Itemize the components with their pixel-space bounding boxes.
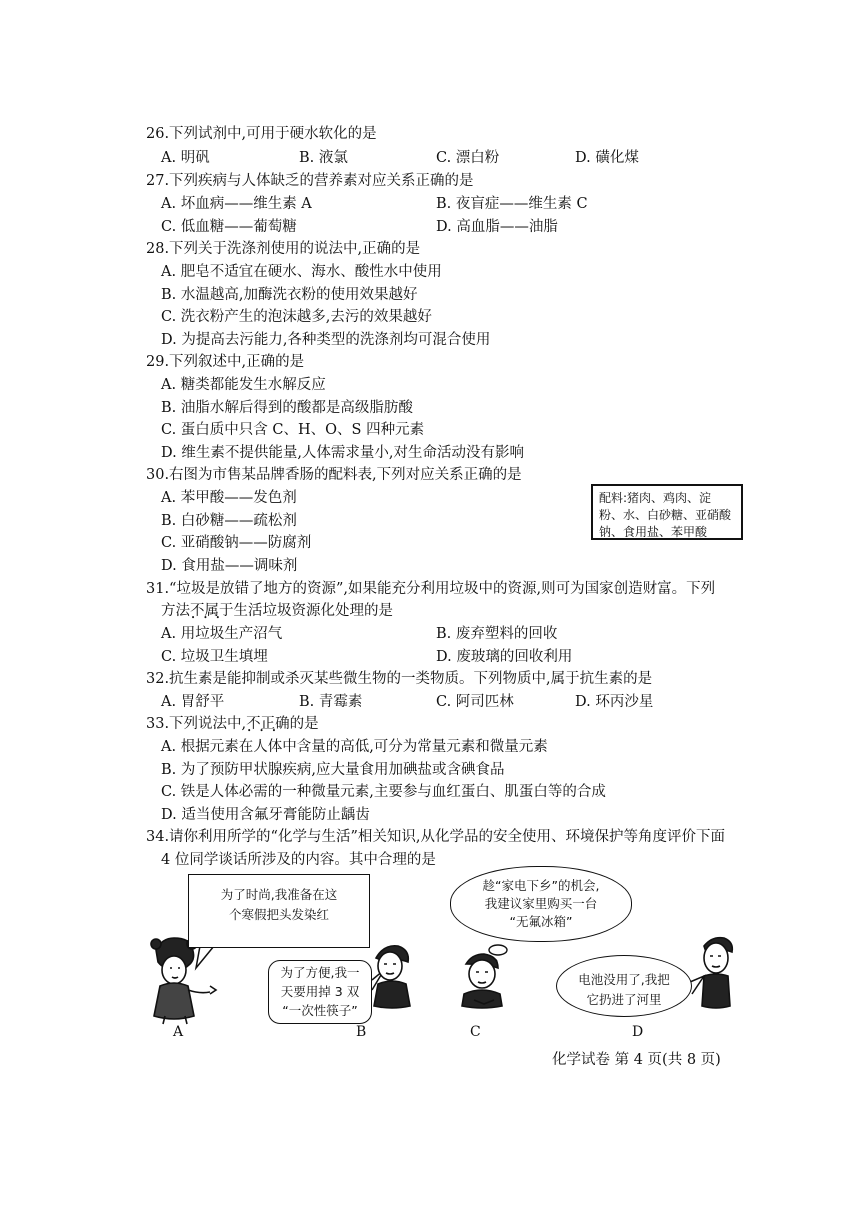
speech-bubble-a bbox=[188, 874, 370, 948]
page-footer: 化学试卷 第 4 页(共 8 页) bbox=[552, 1052, 721, 1068]
student-d-figure bbox=[702, 938, 732, 1008]
bubble-line: 我建议家里购买一台 bbox=[484, 896, 598, 911]
option-b: B. 白砂糖——疏松剂 bbox=[161, 513, 297, 529]
option-d: D. 适当使用含氟牙膏能防止龋齿 bbox=[161, 807, 370, 823]
bubble-line: 个寒假把头发染红 bbox=[228, 907, 329, 922]
bubble-line: 为了时尚,我准备在这 bbox=[220, 887, 338, 902]
question-stem-line-2: 4 位同学谈话所涉及的内容。其中合理的是 bbox=[161, 852, 436, 868]
option-c: C. 垃圾卫生填埋 bbox=[161, 649, 268, 665]
option-d: D. 为提高去污能力,各种类型的洗涤剂均可混合使用 bbox=[161, 332, 491, 348]
speech-tail-a bbox=[196, 946, 214, 968]
option-d: D. 食用盐——调味剂 bbox=[161, 558, 298, 574]
option-c: C. 铁是人体必需的一种微量元素,主要参与血红蛋白、肌蛋白等的合成 bbox=[161, 784, 606, 800]
option-a: A. 胃舒平 bbox=[161, 694, 225, 710]
option-d: D. 环丙沙星 bbox=[575, 694, 654, 710]
bubble-line: 它扔进了河里 bbox=[586, 992, 662, 1007]
option-b: B. 青霉素 bbox=[299, 694, 363, 710]
emphasized-text: 不正确 • • • bbox=[246, 712, 290, 733]
stem-text: 方法 bbox=[161, 603, 190, 619]
option-a: A. 肥皂不适宜在硬水、海水、酸性水中使用 bbox=[161, 264, 442, 280]
stem-text: 33.下列说法中, bbox=[146, 716, 247, 732]
stem-text: 生活垃圾资源化处理的是 bbox=[233, 603, 393, 619]
option-a: A. 糖类都能发生水解反应 bbox=[161, 377, 326, 393]
option-c: C. 漂白粉 bbox=[436, 150, 500, 166]
thought-bubble-c bbox=[450, 866, 632, 942]
option-d: D. 高血脂——油脂 bbox=[436, 219, 558, 235]
question-stem: 32.抗生素是能抑制或杀灭某些微生物的一类物质。下列物质中,属于抗生素的是 bbox=[146, 671, 653, 687]
bubble-line: 为了方便,我一 bbox=[280, 965, 360, 980]
option-a: A. 根据元素在人体中含量的高低,可分为常量元素和微量元素 bbox=[161, 739, 548, 755]
option-b: B. 废弃塑料的回收 bbox=[436, 626, 558, 642]
bubble-line: 趁“家电下乡”的机会, bbox=[482, 878, 600, 893]
question-stem: 29.下列叙述中,正确的是 bbox=[146, 354, 305, 370]
bubble-line: “无氟冰箱” bbox=[509, 914, 573, 929]
figure-label-c: C bbox=[470, 1024, 481, 1040]
option-d: D. 废玻璃的回收利用 bbox=[436, 649, 573, 665]
option-d: D. 维生素不提供能量,人体需求量小,对生命活动没有影响 bbox=[161, 445, 525, 461]
option-c: C. 低血糖——葡萄糖 bbox=[161, 219, 297, 235]
option-a: A. 用垃圾生产沼气 bbox=[161, 626, 283, 642]
bubble-line: 天要用掉 3 双 bbox=[280, 984, 360, 999]
bubble-line: “一次性筷子” bbox=[282, 1003, 358, 1018]
option-b: B. 水温越高,加酶洗衣粉的使用效果越好 bbox=[161, 287, 418, 303]
speech-bubble-d bbox=[556, 955, 692, 1017]
option-c: C. 蛋白质中只含 C、H、O、S 四种元素 bbox=[161, 422, 425, 438]
question-stem: 30.右图为市售某品牌香肠的配料表,下列对应关系正确的是 bbox=[146, 467, 522, 483]
question-stem-line-1: 34.请你利用所学的“化学与生活”相关知识,从化学品的安全使用、环境保护等角度评价下面 bbox=[146, 829, 725, 845]
option-c: C. 阿司匹林 bbox=[436, 694, 514, 710]
ingredient-list-box: 配料:猪肉、鸡肉、淀粉、水、白砂糖、亚硝酸钠、食用盐、苯甲酸 bbox=[591, 484, 743, 540]
stem-text: 的是 bbox=[289, 716, 319, 732]
option-a: A. 明矾 bbox=[161, 150, 210, 166]
question-stem-line-1: 31.“垃圾是放错了地方的资源”,如果能充分利用垃圾中的资源,则可为国家创造财富。下列 bbox=[146, 581, 716, 597]
question-stem: 28.下列关于洗涤剂使用的说法中,正确的是 bbox=[146, 241, 421, 257]
option-d: D. 磺化煤 bbox=[575, 150, 639, 166]
option-a: A. 苯甲酸——发色剂 bbox=[161, 490, 297, 506]
option-a: A. 坏血病——维生素 A bbox=[161, 196, 312, 212]
option-b: B. 油脂水解后得到的酸都是高级脂肪酸 bbox=[161, 400, 413, 416]
option-b: B. 为了预防甲状腺疾病,应大量食用加碘盐或含碘食品 bbox=[161, 762, 505, 778]
figure-label-b: B bbox=[356, 1024, 367, 1040]
speech-tail-d bbox=[690, 976, 704, 994]
option-c: C. 洗衣粉产生的泡沫越多,去污的效果越好 bbox=[161, 309, 432, 325]
figure-label-d: D bbox=[632, 1024, 644, 1040]
question-stem: 27.下列疾病与人体缺乏的营养素对应关系正确的是 bbox=[146, 173, 474, 189]
option-c: C. 亚硝酸钠——防腐剂 bbox=[161, 535, 312, 551]
emphasized-text: 不属于 • • • bbox=[190, 599, 234, 620]
speech-bubble-b bbox=[268, 960, 372, 1024]
student-c-figure bbox=[462, 954, 502, 1008]
question-stem: 26.下列试剂中,可用于硬水软化的是 bbox=[146, 126, 377, 142]
bubble-line: 电池没用了,我把 bbox=[578, 972, 670, 987]
option-b: B. 液氯 bbox=[299, 150, 348, 166]
option-b: B. 夜盲症——维生素 C bbox=[436, 196, 588, 212]
figure-label-a: A bbox=[173, 1024, 184, 1040]
